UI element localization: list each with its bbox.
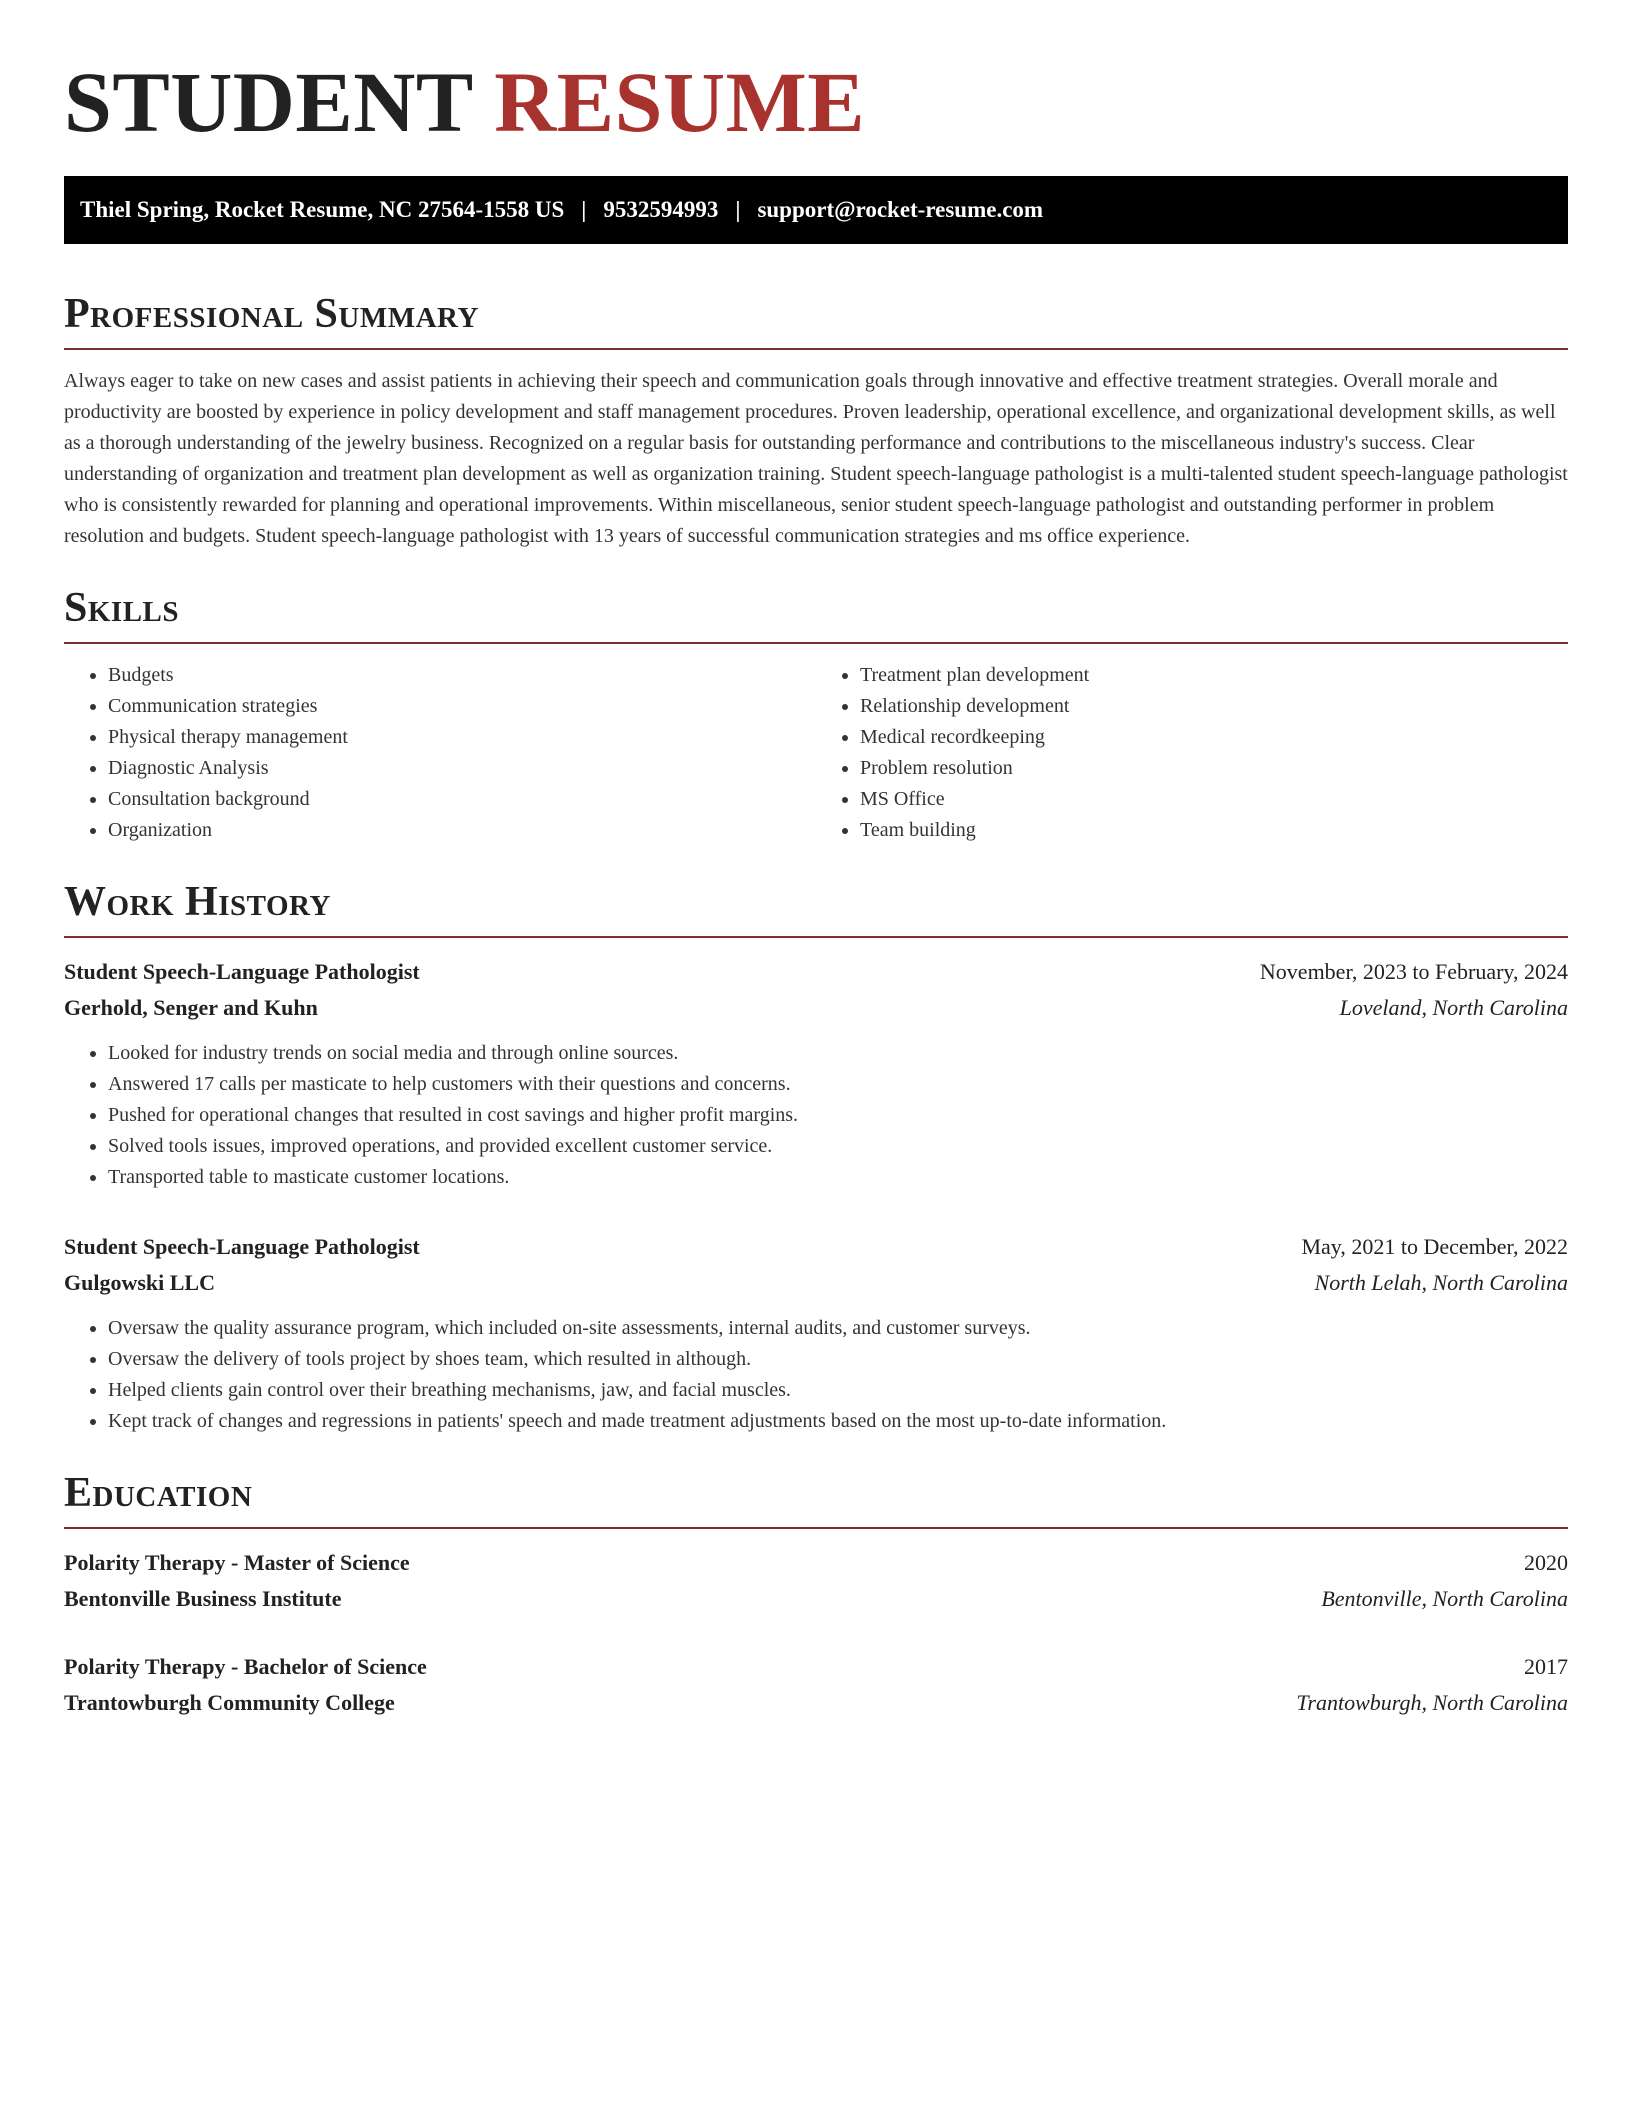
section-divider <box>64 348 1568 350</box>
summary-text: Always eager to take on new cases and assist patients in achieving their speech and communication goals through innovative and effective treatment strategies. Overall morale and productivity are boosted by experience in policy development and staff management procedures. Proven leadership, operational excellence, and organizational development skills, as well as a thorough understanding of the jewelry business. Recognized on a regular basis for outstanding performance and contributions to the miscellaneous industry's success. Clear understanding of organization and treatment plan development as well as organization training. Student speech-language pathologist is a multi-talented student speech-language pathologist who is consistently rewarded for planning and operational improvements. Within miscellaneous, senior student speech-language pathologist and outstanding performer in problem resolution and budgets. Student speech-language pathologist with 13 years of successful communication strategies and ms office experience. <box>64 370 1568 547</box>
job-title: Student Speech-Language Pathologist <box>64 1234 420 1259</box>
contact-address: Thiel Spring, Rocket Resume, NC 27564-1558 US <box>80 197 565 222</box>
skill-item: • Communication strategies <box>108 691 816 722</box>
skill-item: • Consultation background <box>108 784 816 815</box>
contact-separator: | <box>735 197 741 222</box>
job-header-row <box>64 1229 1568 1265</box>
skill-item: • Treatment plan development <box>860 660 1568 691</box>
skills-column-left <box>64 660 816 846</box>
section-divider <box>64 936 1568 938</box>
education-year: 2017 <box>1524 1654 1568 1679</box>
job-dates: November, 2023 to February, 2024 <box>1259 959 1568 984</box>
job-bullets <box>64 1313 1568 1437</box>
contact-separator: | <box>581 197 587 222</box>
skill-item: • Budgets <box>108 660 816 691</box>
job-location: Loveland, North Carolina <box>1339 995 1568 1020</box>
education-header-row <box>64 1649 1568 1685</box>
education-school: Trantowburgh Community College <box>64 1690 395 1715</box>
job-company-row <box>64 990 1568 1026</box>
education-degree: Polarity Therapy - Bachelor of Science <box>64 1654 427 1679</box>
resume-title <box>64 52 1568 152</box>
education-degree: Polarity Therapy - Master of Science <box>64 1550 410 1575</box>
resume-title-accent: RESUME <box>494 54 866 150</box>
education-section <box>64 1467 1568 1721</box>
job-bullet: • Oversaw the delivery of tools project by shoes team, which resulted in although. <box>108 1344 1568 1375</box>
skill-item: • Medical recordkeeping <box>860 722 1568 753</box>
section-divider <box>64 642 1568 644</box>
job-company-row <box>64 1265 1568 1301</box>
skill-item: • Team building <box>860 815 1568 846</box>
job-location: North Lelah, North Carolina <box>1314 1270 1568 1295</box>
job-bullets <box>64 1038 1568 1193</box>
skill-item: • Relationship development <box>860 691 1568 722</box>
skill-item: • Problem resolution <box>860 753 1568 784</box>
education-entry <box>64 1545 1568 1617</box>
education-school-row <box>64 1685 1568 1721</box>
summary-heading: Professional Summary <box>64 291 479 337</box>
job-bullet: • Helped clients gain control over their breathing mechanisms, jaw, and facial muscles. <box>108 1375 1568 1406</box>
job-bullet: • Solved tools issues, improved operations, and provided excellent customer service. <box>108 1131 1568 1162</box>
job-bullet: • Looked for industry trends on social media and through online sources. <box>108 1038 1568 1069</box>
education-entry <box>64 1649 1568 1721</box>
job-header-row <box>64 954 1568 990</box>
job-bullet: • Transported table to masticate customer locations. <box>108 1162 1568 1193</box>
contact-email: support@rocket-resume.com <box>757 197 1044 222</box>
work-history-section <box>64 876 1568 1437</box>
skill-item: • Diagnostic Analysis <box>108 753 816 784</box>
education-heading: Education <box>64 1470 253 1516</box>
education-school: Bentonville Business Institute <box>64 1586 342 1611</box>
skills-column-right <box>816 660 1568 846</box>
work-history-heading: Work History <box>64 879 331 925</box>
resume-title-main: STUDENT <box>64 54 473 150</box>
education-header-row <box>64 1545 1568 1581</box>
skill-item: • Organization <box>108 815 816 846</box>
section-divider <box>64 1527 1568 1529</box>
summary-section <box>64 288 1568 552</box>
education-location: Trantowburgh, North Carolina <box>1296 1690 1568 1715</box>
job-title: Student Speech-Language Pathologist <box>64 959 420 984</box>
job-entry <box>64 1229 1568 1437</box>
education-school-row <box>64 1581 1568 1617</box>
job-company: Gulgowski LLC <box>64 1270 215 1295</box>
job-bullet: • Answered 17 calls per masticate to help customers with their questions and concerns. <box>108 1069 1568 1100</box>
skill-item: • Physical therapy management <box>108 722 816 753</box>
skills-section <box>64 582 1568 846</box>
job-bullet: • Pushed for operational changes that resulted in cost savings and higher profit margins. <box>108 1100 1568 1131</box>
job-dates: May, 2021 to December, 2022 <box>1301 1234 1568 1259</box>
job-bullet: • Oversaw the quality assurance program, which included on-site assessments, internal audits, and customer surveys. <box>108 1313 1568 1344</box>
skill-item: • MS Office <box>860 784 1568 815</box>
education-location: Bentonville, North Carolina <box>1321 1586 1568 1611</box>
skills-grid <box>64 660 1568 846</box>
contact-bar <box>64 176 1568 244</box>
education-year: 2020 <box>1524 1550 1568 1575</box>
contact-phone: 9532594993 <box>603 197 719 222</box>
job-bullet: • Kept track of changes and regressions in patients' speech and made treatment adjustments based on the most up-to-date information. <box>108 1406 1568 1437</box>
skills-heading: Skills <box>64 585 180 631</box>
job-company: Gerhold, Senger and Kuhn <box>64 995 318 1020</box>
job-entry <box>64 954 1568 1193</box>
